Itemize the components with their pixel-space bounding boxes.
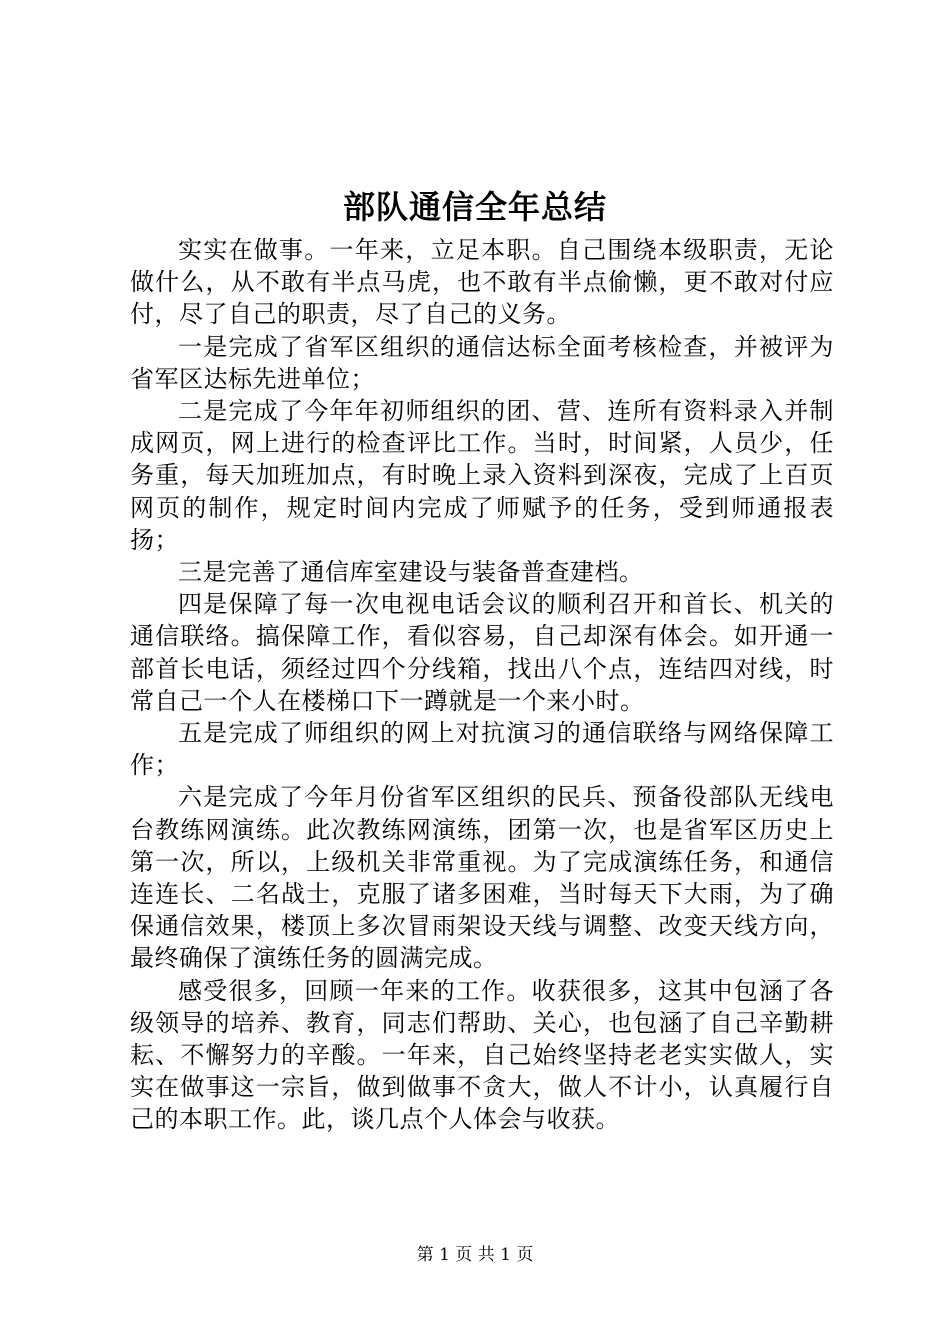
paragraph-intro: 实实在做事。一年来，立足本职。自己围绕本级职责，无论做什么，从不敢有半点马虎，也不敢有半点偷懒，更不敢对付应付，尽了自己的职责，尽了自己的义务。	[130, 236, 834, 329]
paragraph-item-2: 二是完成了今年年初师组织的团、营、连所有资料录入并制成网页，网上进行的检查评比工作。当时，时间紧，人员少，任务重，每天加班加点，有时晚上录入资料到深夜，完成了上百页网页的制作，规定时间内完成了师赋予的任务，受到师通报表扬；	[130, 397, 834, 554]
paragraph-item-4: 四是保障了每一次电视电话会议的顺利召开和首长、机关的通信联络。搞保障工作，看似容易，自己却深有体会。如开通一部首长电话，须经过四个分线箱，找出八个点，连结四对线，时常自己一个人在楼梯口下一蹲就是一个来小时。	[130, 590, 834, 715]
document-title: 部队通信全年总结	[342, 188, 607, 226]
document-body	[130, 234, 834, 1136]
paragraph-item-1: 一是完成了省军区组织的通信达标全面考核检查，并被评为省军区达标先进单位；	[130, 332, 834, 393]
paragraph-summary: 感受很多，回顾一年来的工作。收获很多，这其中包涵了各级领导的培养、教育，同志们帮助、关心，也包涵了自己辛勤耕耘、不懈努力的辛酸。一年来，自己始终坚持老老实实做人，实实在做事这一宗旨，做到做事不贪大，做人不计小，认真履行自己的本职工作。此，谈几点个人体会与收获。	[130, 976, 834, 1134]
paragraph-item-5: 五是完成了师组织的网上对抗演习的通信联络与网络保障工作；	[130, 719, 834, 780]
page-number-footer: 第 1 页 共 1 页	[416, 1245, 534, 1265]
paragraph-item-6: 六是完成了今年月份省军区组织的民兵、预备役部队无线电台教练网演练。此次教练网演练，团第一次，也是省军区历史上第一次，所以，上级机关非常重视。为了完成演练任务，和通信连连长、二名战士，克服了诸多困难，当时每天下大雨，为了确保通信效果，楼顶上多次冒雨架设天线与调整、改变天线方向，最终确保了演练任务的圆满完成。	[130, 783, 834, 973]
paragraph-item-3: 三是完善了通信库室建设与装备普查建档。	[178, 558, 644, 587]
